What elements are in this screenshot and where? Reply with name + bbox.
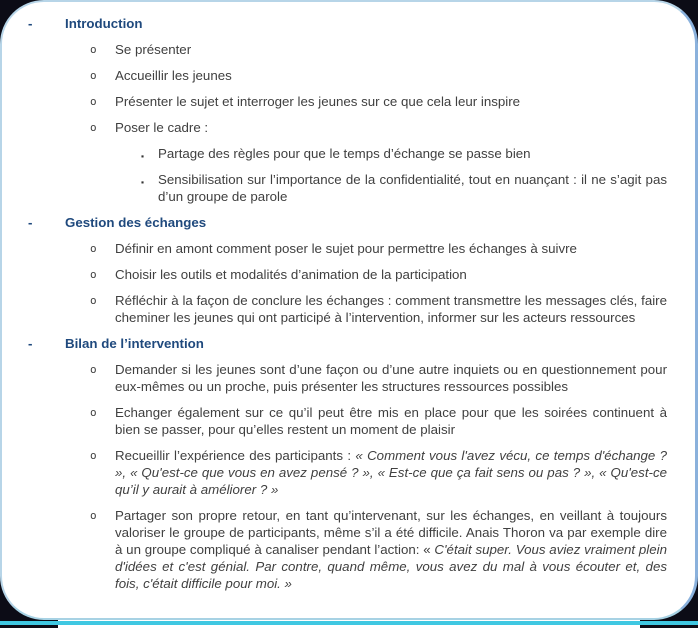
list-item [0,266,667,283]
circle-bullet-icon: o [90,95,97,108]
dash-bullet-icon: - [28,336,33,351]
list-subitem-text: Partage des règles pour que le temps d’échange se passe bien [158,146,531,161]
circle-bullet-icon: o [90,69,97,82]
list-subitem [0,145,667,162]
circle-bullet-icon: o [90,449,97,462]
circle-bullet-icon: o [90,242,97,255]
list-item-quote: C'était super. Vous aviez vraiment plein d'idées et c'est génial. Par contre, quand même, vous avez du mal à vous écouter et, des fois, c'était difficile pour moi. » [115,542,667,591]
list-item-lead: Recueillir l’expérience des participants : [115,448,356,463]
list-item [0,361,667,395]
list-item-text: Choisir les outils et modalités d’animation de la participation [115,267,467,282]
list-item [0,41,667,58]
list-item [0,447,667,498]
section-heading [0,15,667,32]
circle-bullet-icon: o [90,43,97,56]
dash-bullet-icon: - [28,16,33,31]
section-heading [0,214,667,231]
list-item [0,404,667,438]
list-item [0,240,667,257]
list-item-text: Définir en amont comment poser le sujet pour permettre les échanges à suivre [115,241,577,256]
list-item [0,507,667,592]
section-title: Bilan de l’intervention [65,336,204,351]
square-bullet-icon: ▪ [141,150,145,161]
square-bullet-icon: ▪ [141,176,145,187]
list-item-text: Demander si les jeunes sont d’une façon ou d’une autre inquiets ou en questionnement pour eux-mêmes ou un proche, puis présenter les structures ressources possibles [115,362,667,394]
circle-bullet-icon: o [90,406,97,419]
list-item-text: Accueillir les jeunes [115,68,232,83]
section-title: Gestion des échanges [65,215,207,230]
list-item-lead: Partager son propre retour, en tant qu’intervenant, sur les échanges, en veillant à toujours valoriser le groupe de participants, même s’il a été difficile. Anais Thoron va par exemple dire à un groupe compliqué à canaliser pendant l’action: « [115,508,667,557]
list-item-text: Réfléchir à la façon de conclure les échanges : comment transmettre les messages clés, faire cheminer les jeunes qui ont participé à l’intervention, informer sur les acteurs ressources [115,293,667,325]
section-title: Introduction [65,16,143,31]
dash-bullet-icon: - [28,215,33,230]
list-subitem [0,171,667,205]
list-subitem-text: Sensibilisation sur l’importance de la confidentialité, tout en nuançant : il ne s’agit pas d’un groupe de parole [158,172,667,204]
list-item-text: Présenter le sujet et interroger les jeunes sur ce que cela leur inspire [115,94,521,109]
list-item [0,292,667,326]
section-heading [0,335,667,352]
list-item-quote: « Comment vous l'avez vécu, ce temps d'échange ? », « Qu'est-ce que vous en avez pensé ? », « Est-ce que ça fait sens ou pas ? », « Qu'est-ce qu’il y aurait à améliorer ? » [115,448,667,497]
bottom-accent-line [0,621,698,625]
circle-bullet-icon: o [90,509,97,522]
list-item [0,67,667,84]
list-item-text: Poser le cadre : [115,120,209,135]
list-item-text: Echanger également sur ce qu’il peut être mis en place pour que les soirées continuent à bien se passer, pour qu’elles restent un moment de plaisir [115,405,667,437]
list-item [0,93,667,110]
list-item [0,119,667,136]
circle-bullet-icon: o [90,363,97,376]
list-item-text: Se présenter [115,42,192,57]
circle-bullet-icon: o [90,121,97,134]
circle-bullet-icon: o [90,294,97,307]
circle-bullet-icon: o [90,268,97,281]
